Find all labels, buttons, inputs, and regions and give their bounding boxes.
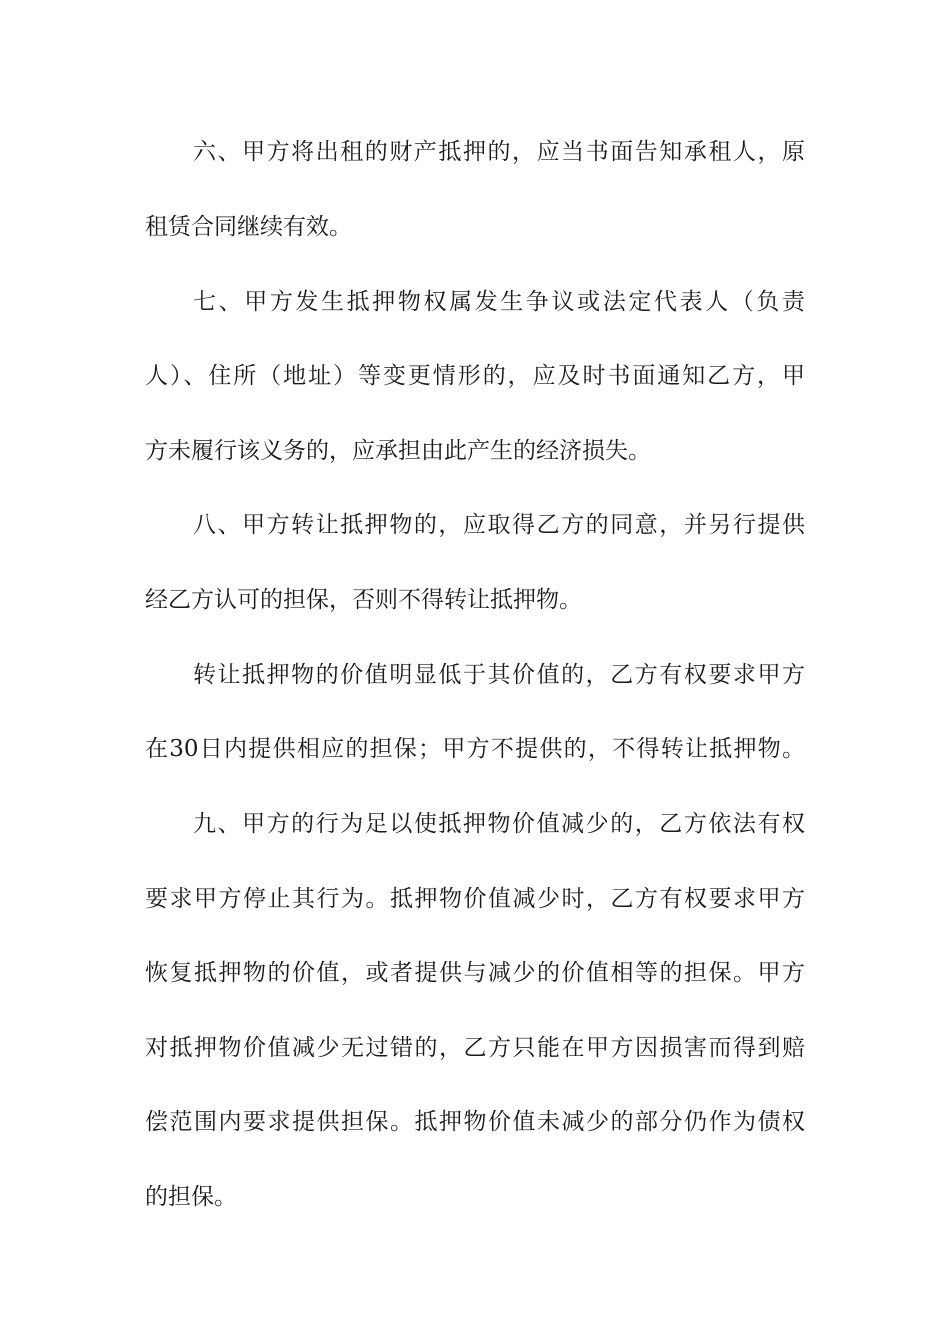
clause-8-sub-line-2: 在30日内提供相应的担保；甲方不提供的，不得转让抵押物。 [145,736,805,762]
clause-6-line-1: 六、甲方将出租的财产抵押的，应当书面告知承租人，原 [193,139,805,165]
clause-9-line-4: 对抵押物价值减少无过错的，乙方只能在甲方因损害而得到赔 [145,1035,805,1061]
clause-8-line-1: 八、甲方转让抵押物的，应取得乙方的同意，并另行提供 [193,512,805,538]
clause-7-line-2: 人）、住所（地址）等变更情形的，应及时书面通知乙方，甲 [145,363,805,389]
clause-8-sub-line-1: 转让抵押物的价值明显低于其价值的，乙方有权要求甲方 [193,662,805,688]
clause-7-line-3: 方未履行该义务的，应承担由此产生的经济损失。 [145,438,651,464]
clause-9-line-2: 要求甲方停止其行为。抵押物价值减少时，乙方有权要求甲方 [145,886,805,912]
clause-9-line-6: 的担保。 [145,1184,237,1210]
clause-9-line-5: 偿范围内要求提供担保。抵押物价值未减少的部分仍作为债权 [145,1109,805,1135]
clause-7-line-1: 七、甲方发生抵押物权属发生争议或法定代表人（负责 [193,289,805,315]
clause-9-line-3: 恢复抵押物的价值，或者提供与减少的价值相等的担保。甲方 [145,960,805,986]
clause-8-line-2: 经乙方认可的担保，否则不得转让抵押物。 [145,587,582,613]
clause-9-line-1: 九、甲方的行为足以使抵押物价值减少的，乙方依法有权 [193,811,805,837]
clause-6-line-2: 租赁合同继续有效。 [145,214,352,240]
